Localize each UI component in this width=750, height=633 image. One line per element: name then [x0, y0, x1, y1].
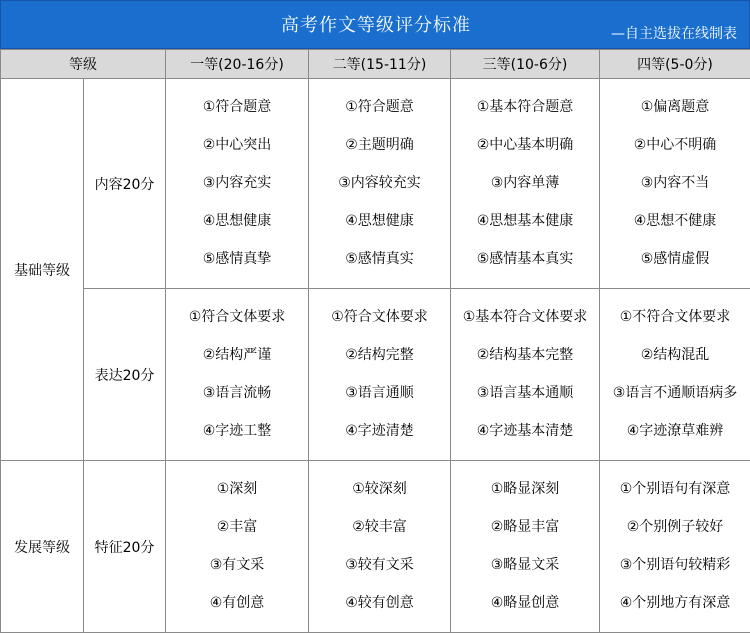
criteria-cell: [309, 289, 451, 461]
criteria-cell: [166, 289, 309, 461]
grading-table: [0, 49, 750, 633]
page-subtitle: —自主选拔在线制表: [611, 23, 737, 43]
criterion: ①符合文体要求: [309, 308, 450, 327]
criterion: ②中心突出: [166, 136, 308, 155]
table-row: [1, 289, 750, 461]
column-header-grade-4: 四等(5-0分): [600, 50, 750, 79]
criterion: ②主题明确: [309, 136, 450, 155]
criteria-cell: [600, 461, 750, 633]
criterion: ③语言流畅: [166, 384, 308, 403]
criterion: ①深刻: [166, 480, 308, 499]
criterion: ①较深刻: [309, 480, 450, 499]
criterion: ②中心不明确: [600, 136, 750, 155]
criteria-cell: [309, 79, 451, 289]
criteria-cell: [451, 461, 600, 633]
criteria-cell: [451, 79, 600, 289]
criterion: ⑤感情真实: [309, 250, 450, 269]
criteria-cell: [600, 79, 750, 289]
criterion: ②中心基本明确: [451, 136, 599, 155]
criterion: ②结构基本完整: [451, 346, 599, 365]
table-row: [1, 461, 750, 633]
criterion: ④略显创意: [451, 594, 599, 613]
criterion: ②结构完整: [309, 346, 450, 365]
criterion: ①不符合文体要求: [600, 308, 750, 327]
criterion: ③语言不通顺语病多: [600, 384, 750, 403]
column-header-grade-1: 一等(20-16分): [166, 50, 309, 79]
criterion: ③较有文采: [309, 556, 450, 575]
criterion: ③有文采: [166, 556, 308, 575]
criterion: ③内容单薄: [451, 174, 599, 193]
criterion: ④较有创意: [309, 594, 450, 613]
criteria-cell: [166, 461, 309, 633]
criterion: ①符合文体要求: [166, 308, 308, 327]
criterion: ④思想不健康: [600, 212, 750, 231]
criterion: ③内容不当: [600, 174, 750, 193]
criterion: ②个别例子较好: [600, 518, 750, 537]
criterion: ④思想基本健康: [451, 212, 599, 231]
column-header-level: 等级: [1, 50, 166, 79]
criterion: ④思想健康: [166, 212, 308, 231]
criterion: ⑤感情基本真实: [451, 250, 599, 269]
criteria-cell: [600, 289, 750, 461]
column-header-grade-3: 三等(10-6分): [451, 50, 600, 79]
criterion: ③内容充实: [166, 174, 308, 193]
criterion: ③内容较充实: [309, 174, 450, 193]
criterion: ①略显深刻: [451, 480, 599, 499]
table-row: [1, 79, 750, 289]
page-title: 高考作文等级评分标准: [1, 11, 750, 37]
criterion: ④字迹工整: [166, 422, 308, 441]
criterion: ④有创意: [166, 594, 308, 613]
title-bar: [0, 0, 750, 49]
criteria-cell: [166, 79, 309, 289]
criterion: ①个别语句有深意: [600, 480, 750, 499]
criterion: ④思想健康: [309, 212, 450, 231]
criterion: ④字迹潦草难辨: [600, 422, 750, 441]
criterion: ②结构严谨: [166, 346, 308, 365]
criterion: ②结构混乱: [600, 346, 750, 365]
criterion: ②较丰富: [309, 518, 450, 537]
criterion: ①偏离题意: [600, 98, 750, 117]
criterion: ⑤感情虚假: [600, 250, 750, 269]
criterion: ③语言基本通顺: [451, 384, 599, 403]
criterion: ③略显文采: [451, 556, 599, 575]
criterion: ③个别语句较精彩: [600, 556, 750, 575]
row-label: 特征20分: [84, 461, 166, 633]
criterion: ③语言通顺: [309, 384, 450, 403]
section-label: 发展等级: [1, 461, 84, 633]
criteria-cell: [309, 461, 451, 633]
criterion: ⑤感情真挚: [166, 250, 308, 269]
criterion: ①符合题意: [309, 98, 450, 117]
criterion: ①基本符合文体要求: [451, 308, 599, 327]
criterion: ②丰富: [166, 518, 308, 537]
criterion: ②略显丰富: [451, 518, 599, 537]
row-label: 表达20分: [84, 289, 166, 461]
section-label: 基础等级: [1, 79, 84, 461]
criterion: ④个别地方有深意: [600, 594, 750, 613]
criterion: ①符合题意: [166, 98, 308, 117]
row-label: 内容20分: [84, 79, 166, 289]
criterion: ④字迹基本清楚: [451, 422, 599, 441]
criterion: ④字迹清楚: [309, 422, 450, 441]
column-header-grade-2: 二等(15-11分): [309, 50, 451, 79]
criteria-cell: [451, 289, 600, 461]
criterion: ①基本符合题意: [451, 98, 599, 117]
header-row: [1, 50, 750, 79]
